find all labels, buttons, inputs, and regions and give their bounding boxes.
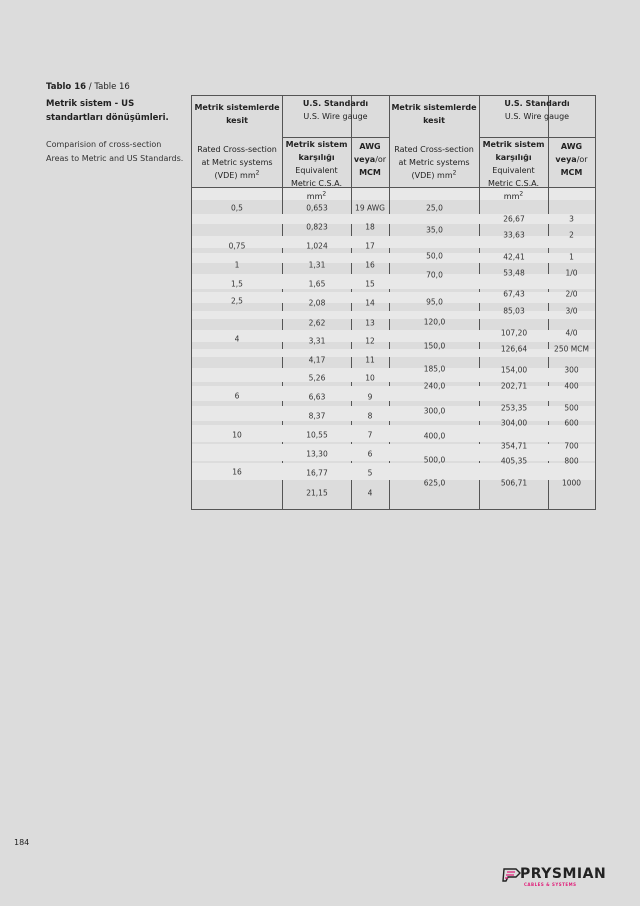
conversion-table xyxy=(191,95,596,510)
left-equiv-cell: 4,17 xyxy=(308,355,326,365)
right-awg-cell: 600 xyxy=(564,418,579,428)
right-equiv-cell: 85,03 xyxy=(503,306,525,316)
right-metric-cell: 300,0 xyxy=(423,406,446,416)
left-equiv-cell: 1,65 xyxy=(308,279,326,289)
right-metric-cell: 95,0 xyxy=(426,297,443,307)
right-awg-cell: 700 xyxy=(564,441,579,451)
right-metric-cell: 35,0 xyxy=(426,225,443,235)
left-equiv-cell: 0,823 xyxy=(306,222,328,232)
left-equiv-cell: 2,08 xyxy=(308,298,326,308)
right-equiv-cell: 354,71 xyxy=(500,441,528,451)
right-equiv-cell: 42,41 xyxy=(503,252,525,262)
right-equiv-cell: 126,64 xyxy=(500,344,528,354)
left-awg-cell: 8 xyxy=(367,411,373,421)
equiv-header-right: Metrik sistem karşılığı Equivalent Metric C.S.A. $mm^2$ xyxy=(482,140,545,201)
right-metric-cell: 400,0 xyxy=(423,431,446,441)
left-metric-cell: 0,5 xyxy=(231,203,243,213)
left-awg-cell: 4 xyxy=(367,488,373,498)
awg-header-left: AWG veya/or MCM xyxy=(353,142,387,177)
right-equiv-cell: 107,20 xyxy=(500,328,528,338)
right-awg-cell: 3/0 xyxy=(565,306,578,316)
side-description: Comparision of cross-section Areas to Metric and US Standards. xyxy=(46,140,184,163)
left-awg-cell: 17 xyxy=(365,241,375,251)
left-metric-cell: 6 xyxy=(234,391,240,401)
right-awg-cell: 2 xyxy=(569,230,574,240)
right-metric-cell: 625,0 xyxy=(423,478,446,488)
left-awg-cell: 13 xyxy=(365,318,375,328)
left-equiv-cell: 2,62 xyxy=(308,318,326,328)
left-awg-cell: 9 xyxy=(367,392,373,402)
awg-header-right: AWG veya/or MCM xyxy=(555,142,588,177)
left-equiv-cell: 0,653 xyxy=(306,203,328,213)
right-equiv-cell: 53,48 xyxy=(503,268,525,278)
left-awg-cell: 15 xyxy=(365,279,375,289)
left-equiv-cell: 21,15 xyxy=(306,488,328,498)
rated-header-right: Rated Cross-section at Metric systems (VDE) $mm^2$ xyxy=(394,145,474,180)
left-awg-cell: 11 xyxy=(365,355,375,365)
right-awg-cell: 800 xyxy=(564,456,579,466)
left-equiv-cell: 13,30 xyxy=(306,449,328,459)
right-metric-cell: 25,0 xyxy=(426,203,443,213)
left-awg-cell: 14 xyxy=(365,298,375,308)
equiv-header-left: Metrik sistem karşılığı Equivalent Metric C.S.A. $mm^2$ xyxy=(285,140,348,201)
right-awg-cell: 2/0 xyxy=(565,289,578,299)
left-equiv-cell: 3,31 xyxy=(308,336,326,346)
rated-header-left: Rated Cross-section at Metric systems (VDE) $mm^2$ xyxy=(197,145,277,180)
left-equiv-cell: 1,31 xyxy=(308,260,326,270)
left-awg-cell: 6 xyxy=(367,449,373,459)
left-metric-cell: 0,75 xyxy=(228,241,246,251)
page-number: 184 xyxy=(14,838,30,847)
metric-header-left: Metrik sistemlerde kesit xyxy=(194,103,280,125)
right-metric-cell: 70,0 xyxy=(426,270,443,280)
left-awg-cell: 16 xyxy=(365,260,375,270)
left-equiv-cell: 5,26 xyxy=(308,373,326,383)
logo-brand: PRYSMIAN xyxy=(520,866,607,882)
side-title: Metrik sistem - US standartları dönüşümleri. xyxy=(46,99,169,123)
left-metric-cell: 16 xyxy=(232,467,242,477)
right-metric-cell: 120,0 xyxy=(423,317,446,327)
us-header-right: U.S. Standardı U.S. Wire gauge xyxy=(504,99,570,121)
right-awg-cell: 500 xyxy=(564,403,579,413)
right-equiv-cell: 304,00 xyxy=(500,418,528,428)
left-equiv-cell: 8,37 xyxy=(308,411,326,421)
right-awg-cell: 250 MCM xyxy=(554,344,589,354)
left-awg-cell: 18 xyxy=(365,222,375,232)
left-awg-cell: 7 xyxy=(367,430,373,440)
right-metric-cell: 185,0 xyxy=(423,364,446,374)
prysmian-logo-icon xyxy=(502,866,522,884)
right-equiv-cell: 202,71 xyxy=(500,381,528,391)
right-metric-cell: 500,0 xyxy=(423,455,446,465)
left-metric-cell: 4 xyxy=(234,334,240,344)
left-awg-cell: 19 AWG xyxy=(355,203,385,213)
right-awg-cell: 300 xyxy=(564,365,579,375)
right-equiv-cell: 33,63 xyxy=(503,230,525,240)
right-awg-cell: 1/0 xyxy=(565,268,578,278)
left-awg-cell: 12 xyxy=(365,336,375,346)
left-metric-cell: 1,5 xyxy=(231,279,243,289)
left-equiv-cell: 10,55 xyxy=(306,430,328,440)
us-header-left: U.S. Standardı U.S. Wire gauge xyxy=(302,99,369,121)
left-equiv-cell: 1,024 xyxy=(306,241,328,251)
right-awg-cell: 1 xyxy=(569,252,574,262)
right-metric-cell: 150,0 xyxy=(423,341,446,351)
right-metric-cell: 50,0 xyxy=(426,251,443,261)
left-metric-cell: 10 xyxy=(232,430,242,440)
left-metric-cell: 1 xyxy=(234,260,240,270)
right-equiv-cell: 67,43 xyxy=(503,289,525,299)
table-caption: Tablo 16 / Table 16 xyxy=(46,82,130,92)
right-equiv-cell: 154,00 xyxy=(500,365,528,375)
logo-tagline: CABLES & SYSTEMS xyxy=(524,882,577,887)
right-equiv-cell: 253,35 xyxy=(500,403,528,413)
right-equiv-cell: 506,71 xyxy=(500,478,528,488)
right-equiv-cell: 405,35 xyxy=(500,456,528,466)
left-equiv-cell: 6,63 xyxy=(308,392,326,402)
right-awg-cell: 400 xyxy=(564,381,579,391)
right-metric-cell: 240,0 xyxy=(423,381,446,391)
right-awg-cell: 1000 xyxy=(561,478,582,488)
right-awg-cell: 4/0 xyxy=(565,328,578,338)
prysmian-logo xyxy=(502,866,607,888)
right-equiv-cell: 26,67 xyxy=(503,214,525,224)
left-equiv-cell: 16,77 xyxy=(306,468,328,478)
metric-header-right: Metrik sistemlerde kesit xyxy=(391,103,477,125)
left-metric-cell: 2,5 xyxy=(231,296,243,306)
left-awg-cell: 5 xyxy=(367,468,373,478)
left-awg-cell: 10 xyxy=(365,373,375,383)
right-awg-cell: 3 xyxy=(569,214,574,224)
